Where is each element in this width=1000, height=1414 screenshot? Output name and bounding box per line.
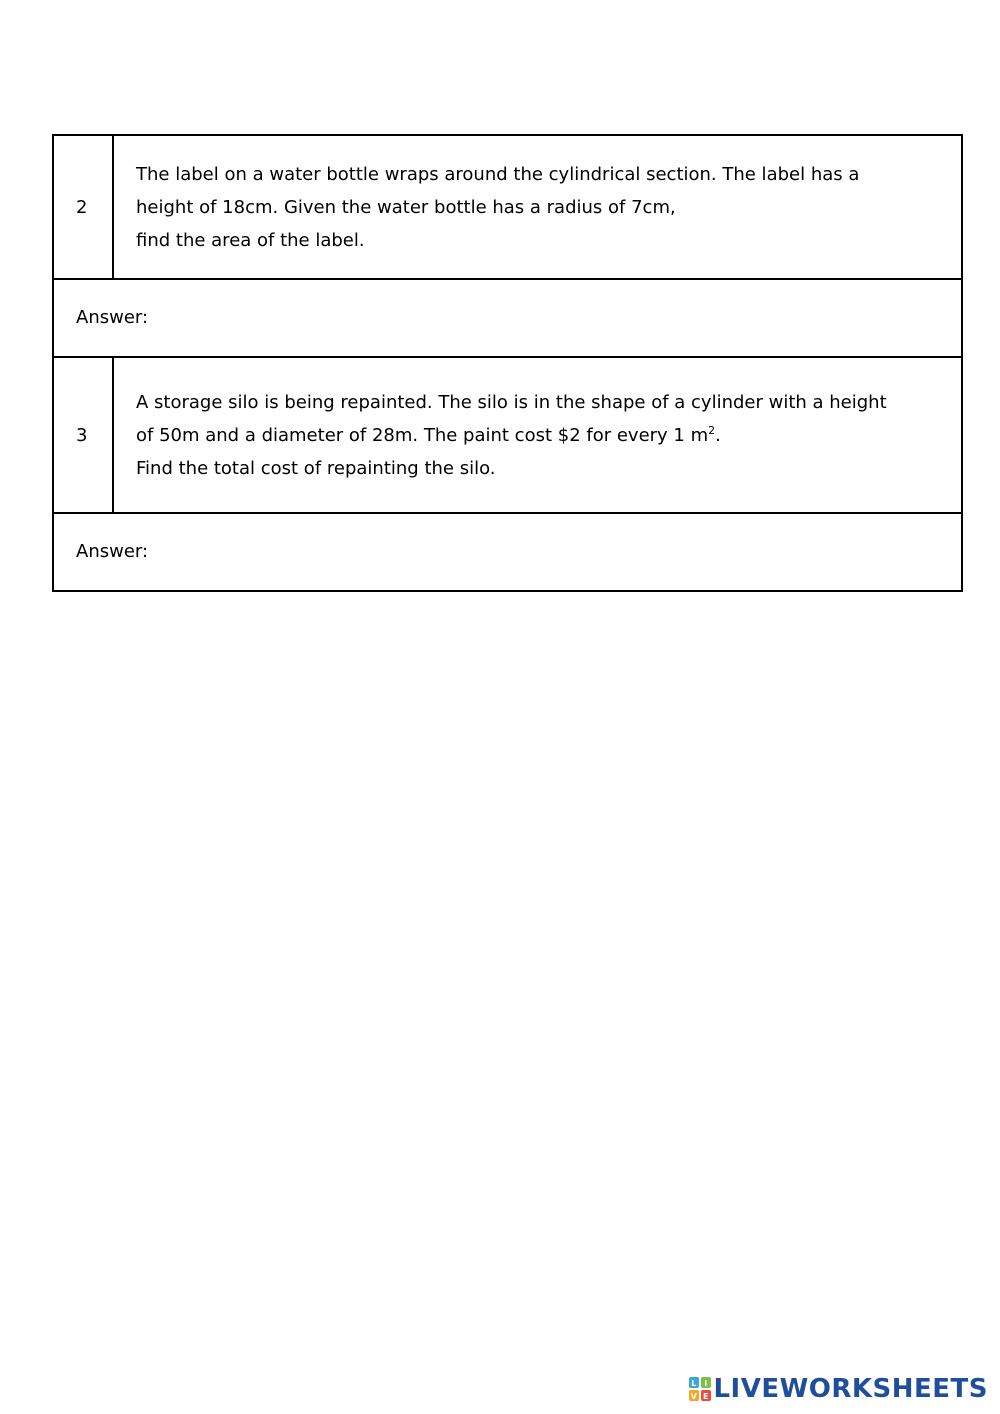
brand-name: LIVEWORKSHEETS <box>713 1374 988 1404</box>
question-line: Find the total cost of repainting the silo. <box>136 457 496 479</box>
question-line <box>136 419 941 452</box>
question-line: A storage silo is being repainted. The silo is in the shape of a cylinder with a height <box>136 391 887 413</box>
svg-text:L: L <box>691 1379 698 1388</box>
worksheet-table <box>52 134 963 592</box>
question-text <box>113 357 962 513</box>
liveworksheets-brand[interactable] <box>689 1374 988 1404</box>
superscript: 2 <box>708 423 716 437</box>
question-number: 3 <box>53 357 113 513</box>
question-line: height of 18cm. Given the water bottle has a radius of 7cm, <box>136 196 676 218</box>
answer-label: Answer: <box>76 307 149 328</box>
question-text <box>113 135 962 279</box>
question-row-2 <box>53 135 962 279</box>
svg-text:I: I <box>704 1379 709 1388</box>
question-number: 2 <box>53 135 113 279</box>
question-line: The label on a water bottle wraps around the cylindrical section. The label has a <box>136 163 860 185</box>
answer-input[interactable] <box>160 538 900 566</box>
question-line: find the area of the label. <box>136 229 365 251</box>
answer-input[interactable] <box>160 304 900 332</box>
question-row-3 <box>53 357 962 513</box>
svg-text:V: V <box>691 1392 698 1401</box>
liveworksheets-logo-icon <box>689 1377 711 1401</box>
answer-row-3 <box>53 513 962 591</box>
answer-row-2 <box>53 279 962 357</box>
line-suffix: . <box>715 424 721 446</box>
answer-cell <box>53 279 962 357</box>
answer-cell <box>53 513 962 591</box>
question-line-text: of 50m and a diameter of 28m. The paint cost $2 for every 1 m <box>136 424 709 446</box>
answer-label: Answer: <box>76 541 149 562</box>
svg-text:E: E <box>703 1392 710 1401</box>
